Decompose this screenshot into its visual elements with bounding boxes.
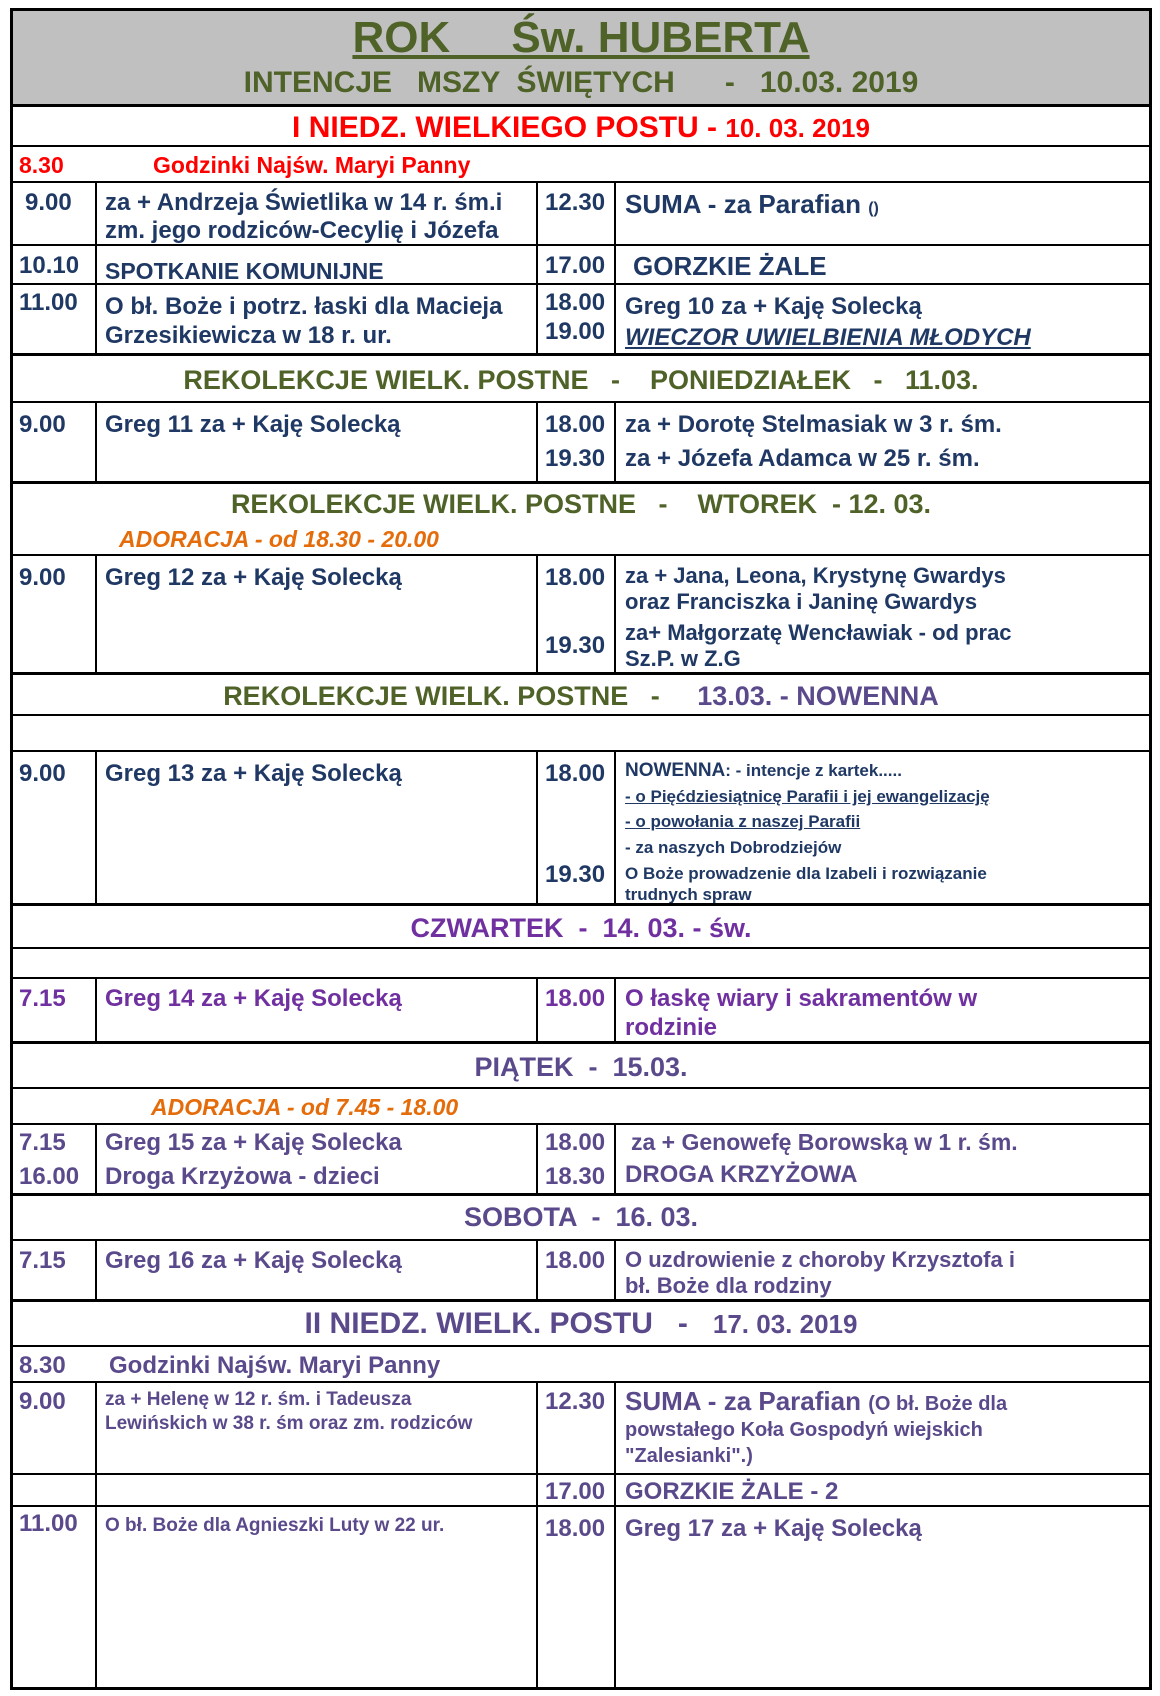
sunday2-row-1: [13, 1381, 1149, 1473]
time: 12.30: [545, 189, 606, 216]
thursday-heading-row: [13, 903, 1149, 947]
time: 11.00: [19, 1510, 78, 1537]
sunday2-godzinki-row: [13, 1345, 1149, 1381]
time: 18.00: [545, 1129, 606, 1156]
sunday1-row-1: [13, 181, 1149, 244]
thursday-heading: CZWARTEK - 14. 03. - św.: [410, 913, 752, 943]
intention-line: DROGA KRZYŻOWA: [625, 1161, 858, 1188]
intention-line: "Zalesianki".): [625, 1445, 753, 1467]
sunday1-heading: I NIEDZ. WIELKIEGO POSTU -: [292, 111, 726, 144]
intention-note: (O bł. Boże dla: [868, 1393, 1008, 1415]
page-title: ROK Św. HUBERTA: [352, 13, 810, 62]
nowenna-label: NOWENNA: [625, 760, 726, 781]
sunday2-row-2: [13, 1473, 1149, 1505]
monday-heading: REKOLEKCJE WIELK. POSTNE - PONIEDZIAŁEK - 11.03.: [183, 365, 979, 395]
sunday1-godzinki-row: [13, 145, 1149, 181]
tuesday-adoracja-row: [13, 523, 1149, 554]
mass-schedule-sheet: [10, 8, 1152, 1690]
intention-line: O Boże prowadzenie dla Izabeli i rozwiązanie: [625, 864, 987, 883]
wednesday-empty-row: [13, 714, 1149, 750]
time: 7.15: [19, 985, 66, 1012]
time: 9.00: [19, 411, 66, 438]
nowenna-item: - za naszych Dobrodziejów: [625, 838, 842, 857]
intention-line: za + Genowefę Borowską w 1 r. śm.: [631, 1129, 1018, 1155]
sunday1-row-2: [13, 244, 1149, 283]
intention-note: (): [868, 200, 879, 217]
intention-line: O łaskę wiary i sakramentów w: [625, 985, 978, 1012]
friday-heading-row: [13, 1041, 1149, 1087]
time: 16.00: [19, 1163, 80, 1190]
time: 10.10: [19, 252, 80, 279]
time: 19.30: [545, 632, 606, 659]
time: 7.15: [19, 1129, 66, 1156]
time: 18.00: [545, 564, 606, 591]
intention-line: Greg 12 za + Kaję Solecką: [105, 564, 402, 591]
wednesday-row: [13, 750, 1149, 903]
friday-adoracja-row: [13, 1087, 1149, 1123]
saturday-heading-row: [13, 1193, 1149, 1239]
time: 17.00: [545, 252, 606, 279]
intention-line: Droga Krzyżowa - dzieci: [105, 1163, 380, 1190]
intention-line: Greg 14 za + Kaję Solecką: [105, 985, 402, 1012]
intention-line: trudnych spraw: [625, 885, 752, 904]
time: 17.00: [545, 1478, 606, 1505]
intention-line: GORZKIE ŻALE - 2: [625, 1478, 839, 1505]
tuesday-heading-row: [13, 481, 1149, 523]
time: 18.00: [545, 985, 606, 1012]
sunday1-godzinki: Godzinki Najśw. Maryi Panny: [153, 152, 471, 178]
intention-line: za + Jana, Leona, Krystynę Gwardys: [625, 563, 1006, 588]
intention-line: Greg 11 za + Kaję Solecką: [105, 411, 401, 438]
sunday2-heading: II NIEDZ. WIELK. POSTU -: [304, 1307, 713, 1340]
sunday2-godzinki-time: 8.30: [19, 1352, 66, 1379]
intention-line: za + Józefa Adamca w 25 r. śm.: [625, 445, 980, 472]
time: 18.30: [545, 1163, 606, 1190]
intention-line: Greg 13 za + Kaję Solecką: [105, 760, 402, 787]
time: 18.00: [545, 1515, 606, 1542]
time: 12.30: [545, 1388, 606, 1415]
intention-line: WIECZOR UWIELBIENIA MŁODYCH: [625, 324, 1031, 351]
time: 18.00: [545, 289, 606, 316]
sunday2-godzinki: Godzinki Najśw. Maryi Panny: [109, 1352, 441, 1379]
friday-row: [13, 1123, 1149, 1193]
intention-line: O uzdrowienie z choroby Krzysztofa i: [625, 1247, 1015, 1272]
nowenna-text: : - intencje z kartek.....: [725, 761, 902, 780]
intention-line: O bł. Boże dla Agnieszki Luty w 22 ur.: [105, 1515, 445, 1536]
intention-line: O bł. Boże i potrz. łaski dla Macieja: [105, 293, 503, 320]
intention-line: Greg 16 za + Kaję Solecką: [105, 1247, 402, 1274]
monday-heading-row: [13, 353, 1149, 401]
intention-line: Grzesikiewicza w 18 r. ur.: [105, 322, 392, 349]
time: 9.00: [25, 189, 72, 216]
time: 11.00: [19, 289, 78, 316]
nowenna-item: - o Pięćdziesiątnicę Parafii i jej ewangelizację: [625, 787, 990, 806]
wednesday-heading: REKOLEKCJE WIELK. POSTNE -: [223, 681, 698, 711]
saturday-heading: SOBOTA - 16. 03.: [463, 1202, 699, 1232]
intention-line: za + Helenę w 12 r. śm. i Tadeusza: [105, 1389, 412, 1410]
intention-line: za+ Małgorzatę Wencławiak - od prac: [625, 620, 1012, 645]
nowenna-item: - o powołania z naszej Parafii: [625, 812, 861, 831]
saturday-row: [13, 1239, 1149, 1299]
header: [13, 11, 1149, 104]
thursday-empty-row: [13, 947, 1149, 977]
intention-line: SUMA - za Parafian: [625, 1386, 869, 1416]
intention-line: Sz.P. w Z.G: [625, 646, 741, 671]
time: 19.00: [545, 318, 606, 345]
intention-line: oraz Franciszka i Janinę Gwardys: [625, 589, 978, 614]
adoracja-note: ADORACJA - od 18.30 - 20.00: [119, 526, 439, 552]
adoracja-note: ADORACJA - od 7.45 - 18.00: [151, 1094, 459, 1120]
time: 19.30: [545, 861, 606, 888]
intention-line: Greg 15 za + Kaję Solecka: [105, 1129, 402, 1156]
wednesday-heading-row: [13, 672, 1149, 714]
sunday1-row-3: [13, 283, 1149, 353]
time: 9.00: [19, 564, 66, 591]
sunday1-date: 10. 03. 2019: [725, 113, 870, 143]
sunday2-heading-row: [13, 1299, 1149, 1345]
time: 19.30: [545, 445, 606, 472]
time: 9.00: [19, 1388, 66, 1415]
time: 9.00: [19, 760, 66, 787]
time: 18.00: [545, 760, 606, 787]
time: 18.00: [545, 1247, 606, 1274]
intention-line: SUMA - za Parafian: [625, 189, 869, 219]
time: 18.00: [545, 411, 606, 438]
friday-heading: PIĄTEK - 15.03.: [474, 1052, 688, 1082]
sunday1-heading-row: [13, 104, 1149, 145]
intention-line: SPOTKANIE KOMUNIJNE: [105, 258, 384, 284]
intention-line: Greg 10 za + Kaję Solecką: [625, 293, 922, 320]
wednesday-heading-date: 13.03. - NOWENNA: [697, 681, 939, 711]
intention-line: bł. Boże dla rodziny: [625, 1273, 832, 1298]
page-subtitle: INTENCJE MSZY ŚWIĘTYCH - 10.03. 2019: [243, 66, 919, 99]
intention-line: zm. jego rodziców-Cecylię i Józefa: [105, 217, 499, 244]
intention-line: za + Andrzeja Świetlika w 14 r. śm.i: [105, 189, 503, 216]
intention-line: powstałego Koła Gospodyń wiejskich: [625, 1419, 983, 1441]
intention-line: rodzinie: [625, 1014, 718, 1041]
intention-line: GORZKIE ŻALE: [633, 251, 827, 281]
sunday2-date: 17. 03. 2019: [712, 1309, 858, 1339]
time: 7.15: [19, 1247, 66, 1274]
intention-line: Greg 17 za + Kaję Solecką: [625, 1515, 922, 1542]
intention-line: za + Dorotę Stelmasiak w 3 r. śm.: [625, 411, 1002, 438]
sunday2-row-3: [13, 1505, 1149, 1687]
thursday-row: [13, 977, 1149, 1041]
sunday1-godzinki-time: 8.30: [19, 152, 64, 178]
intention-line: Lewińskich w 38 r. śm oraz zm. rodziców: [105, 1413, 473, 1434]
monday-row: [13, 401, 1149, 481]
tuesday-row: [13, 554, 1149, 672]
tuesday-heading: REKOLEKCJE WIELK. POSTNE - WTOREK - 12. 03.: [230, 489, 932, 519]
